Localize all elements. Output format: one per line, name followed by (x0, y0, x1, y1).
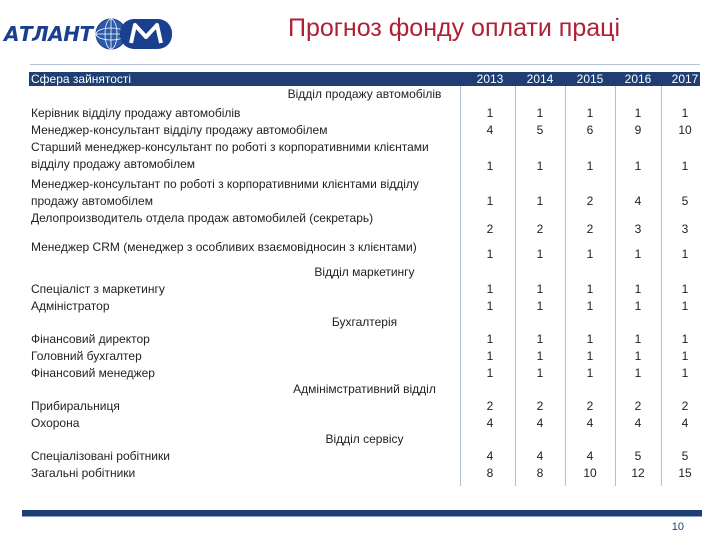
value-cell: 1 (486, 159, 494, 173)
value-cell: 5 (681, 449, 689, 463)
value-cell: 1 (486, 106, 494, 120)
value-cell: 4 (486, 449, 494, 463)
header-label: Сфера зайнятості (31, 72, 132, 86)
logo-text: АТЛАНТ (4, 22, 93, 46)
value-cell: 1 (536, 349, 544, 363)
table-header (29, 72, 700, 86)
position-name: Фінансовий менеджер (31, 366, 155, 380)
table-row (29, 281, 700, 298)
value-cell: 1 (486, 282, 494, 296)
value-cell: 2 (586, 194, 594, 208)
value-cell: 1 (486, 366, 494, 380)
title-underline (30, 64, 700, 65)
section-header-row (29, 86, 700, 103)
value-cell: 1 (536, 247, 544, 261)
section-title: Адмінімстративний відділ (293, 382, 436, 396)
value-cell: 3 (634, 222, 642, 236)
value-cell: 1 (634, 247, 642, 261)
value-cell: 1 (634, 332, 642, 346)
atlant-m-logo (4, 12, 173, 56)
value-cell: 2 (681, 399, 689, 413)
position-name: Спеціалізовані робітники (31, 449, 170, 463)
table-row (29, 398, 700, 415)
value-cell: 1 (486, 349, 494, 363)
table-row (29, 176, 700, 210)
staffing-table (29, 72, 700, 486)
value-cell: 3 (681, 222, 689, 236)
table-row (29, 465, 700, 482)
value-cell: 4 (486, 416, 494, 430)
value-cell: 1 (586, 106, 594, 120)
page-title: Прогноз фонду оплати праці (288, 14, 621, 42)
value-cell: 1 (681, 282, 689, 296)
table-row (29, 210, 700, 238)
value-cell: 4 (681, 416, 689, 430)
section-header-row (29, 314, 700, 331)
value-cell: 4 (634, 416, 642, 430)
year-header-1: 2014 (526, 72, 554, 86)
value-cell: 1 (536, 106, 544, 120)
value-cell: 1 (681, 159, 689, 173)
value-cell: 6 (586, 123, 594, 137)
value-cell: 4 (486, 123, 494, 137)
value-cell: 2 (536, 222, 544, 236)
value-cell: 1 (681, 106, 689, 120)
value-cell: 1 (681, 247, 689, 261)
position-name: Охорона (31, 416, 80, 430)
section-header-row (29, 431, 700, 448)
value-cell: 1 (681, 349, 689, 363)
value-cell: 1 (681, 332, 689, 346)
value-cell: 1 (486, 247, 494, 261)
section-header-row (29, 264, 700, 281)
value-cell: 1 (486, 194, 494, 208)
value-cell: 1 (536, 159, 544, 173)
section-header-row (29, 381, 700, 398)
value-cell: 1 (586, 159, 594, 173)
value-cell: 4 (586, 449, 594, 463)
table-row (29, 122, 700, 139)
position-name: Делопроизводитель отдела продаж автомобилей (секретарь) (31, 211, 374, 225)
value-cell: 8 (486, 466, 494, 480)
value-cell: 5 (536, 123, 544, 137)
value-cell: 1 (634, 106, 642, 120)
value-cell: 2 (586, 399, 594, 413)
position-name: Прибиральниця (31, 399, 120, 413)
section-title: Відділ маркетингу (314, 265, 415, 279)
value-cell: 2 (536, 399, 544, 413)
section-title: Бухгалтерія (331, 315, 398, 329)
value-cell: 15 (678, 466, 692, 480)
value-cell: 10 (583, 466, 597, 480)
value-cell: 2 (486, 222, 494, 236)
table-row (29, 139, 700, 175)
section-title: Відділ продажу автомобілів (287, 87, 442, 101)
value-cell: 1 (586, 299, 594, 313)
position-name: Керівник відділу продажу автомобілів (31, 106, 241, 120)
position-name: Фінансовий директор (31, 332, 150, 346)
year-header-0: 2013 (476, 72, 504, 86)
value-cell: 9 (634, 123, 642, 137)
value-cell: 1 (634, 349, 642, 363)
value-cell: 8 (536, 466, 544, 480)
year-header-4: 2017 (671, 72, 699, 86)
position-name: Менеджер-консультант відділу продажу автомобілем (31, 123, 328, 137)
table-row (29, 415, 700, 432)
year-header-2: 2015 (576, 72, 604, 86)
value-cell: 2 (486, 399, 494, 413)
value-cell: 1 (586, 247, 594, 261)
value-cell: 1 (586, 366, 594, 380)
value-cell: 12 (631, 466, 645, 480)
value-cell: 1 (586, 282, 594, 296)
value-cell: 1 (634, 282, 642, 296)
value-cell: 1 (536, 366, 544, 380)
value-cell: 4 (536, 416, 544, 430)
footer-line (22, 516, 702, 517)
page-number: 10 (671, 521, 684, 533)
value-cell: 1 (586, 349, 594, 363)
value-cell: 1 (681, 366, 689, 380)
value-cell: 1 (486, 299, 494, 313)
table-row (29, 448, 700, 465)
value-cell: 10 (678, 123, 692, 137)
value-cell: 1 (536, 194, 544, 208)
position-name: Менеджер CRM (менеджер з особливих взаємовідносин з клієнтами) (31, 240, 417, 254)
value-cell: 4 (634, 194, 642, 208)
value-cell: 4 (536, 449, 544, 463)
value-cell: 1 (634, 366, 642, 380)
year-header-3: 2016 (624, 72, 652, 86)
table-row (29, 105, 700, 122)
position-name: Менеджер-консультант по роботі з корпоративними клієнтами відділу продажу автомобілем (31, 177, 419, 208)
value-cell: 5 (634, 449, 642, 463)
value-cell: 1 (536, 332, 544, 346)
m-letter-icon (119, 17, 173, 51)
value-cell: 5 (681, 194, 689, 208)
table-row (29, 239, 700, 263)
table-row (29, 365, 700, 382)
value-cell: 1 (536, 282, 544, 296)
table-row (29, 348, 700, 365)
section-title: Відділ сервісу (325, 432, 404, 446)
table-row (29, 331, 700, 348)
value-cell: 1 (536, 299, 544, 313)
position-name: Спеціаліст з маркетингу (31, 282, 165, 296)
value-cell: 2 (634, 399, 642, 413)
value-cell: 1 (681, 299, 689, 313)
position-name: Адміністратор (31, 299, 110, 313)
value-cell: 1 (586, 332, 594, 346)
position-name: Загальні робітники (31, 466, 136, 480)
position-name: Старший менеджер-консультант по роботі з корпоративними клієнтами відділу продажу автомобілем (31, 140, 429, 171)
value-cell: 4 (586, 416, 594, 430)
value-cell: 1 (634, 299, 642, 313)
table-row (29, 298, 700, 315)
position-name: Головний бухгалтер (31, 349, 142, 363)
value-cell: 1 (634, 159, 642, 173)
value-cell: 2 (586, 222, 594, 236)
value-cell: 1 (486, 332, 494, 346)
